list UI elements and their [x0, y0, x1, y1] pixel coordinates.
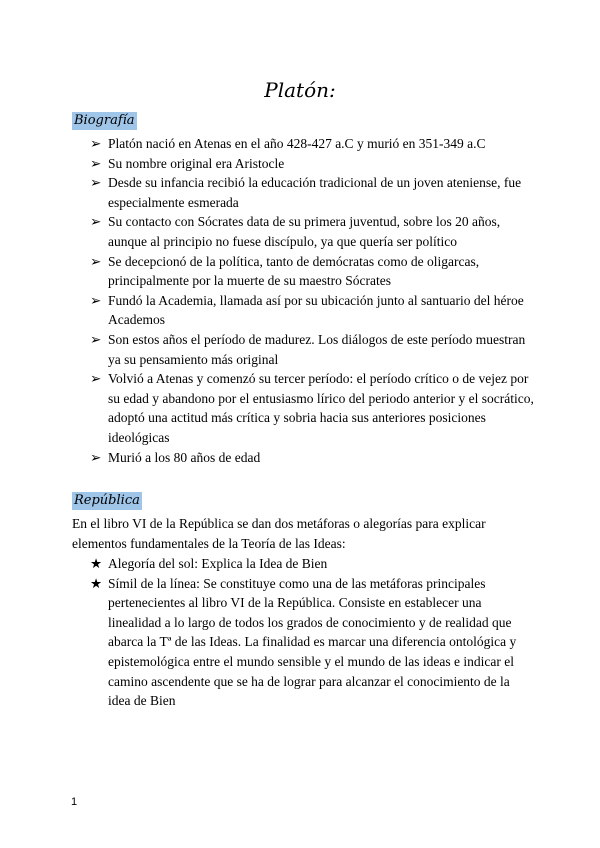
republica-intro: En el libro VI de la República se dan dos metáforas o alegorías para explicar elementos fundamentales de la Teoría de las Ideas:	[72, 516, 486, 551]
arrow-bullet-icon: ➢	[90, 175, 102, 191]
star-bullet-icon: ★	[90, 556, 103, 571]
arrow-bullet-icon: ➢	[90, 331, 102, 347]
list-item: ➢ Son estos años el período de madurez. Los diálogos de este período muestran ya su pensamiento más original	[90, 331, 526, 367]
section-heading-biografia: Biografía	[74, 113, 135, 128]
arrow-bullet-icon: ➢	[90, 292, 102, 308]
list-item: ➢ Fundó la Academia, llamada así por su ubicación junto al santuario del héroe Academos	[90, 292, 524, 328]
arrow-bullet-icon: ➢	[90, 155, 102, 171]
list-item: ➢ Su nombre original era Aristocle	[90, 154, 535, 174]
list-item: ➢ Se decepcionó de la política, tanto de demócratas como de oligarcas, principalmente por la muerte de su maestro Sócrates	[90, 253, 480, 289]
biografia-list	[90, 134, 535, 467]
list-item: ➢ Platón nació en Atenas en el año 428-427 a.C y murió en 351-349 a.C	[90, 134, 535, 154]
arrow-bullet-icon: ➢	[90, 136, 102, 151]
list-item: ➢ Su contacto con Sócrates data de su primera juventud, sobre los 20 años, aunque al principio no fuese discípulo, ya que quería ser político	[90, 214, 501, 249]
arrow-bullet-icon: ➢	[90, 371, 102, 387]
arrow-bullet-icon: ➢	[90, 214, 102, 230]
republica-list	[90, 554, 535, 711]
list-item: ★ Símil de la línea: Se constituye como una de las metáforas principales pertenecientes al libro VI de la República. Consiste en establecer una linealidad a lo largo de todos los grados de conocimiento y de realidad que abarca la Tª de las Ideas. La finalidad es marcar una diferencia ontológica y epistemológica entre el mundo sensible y el mundo de las ideas e indicar el camino ascendente que se ha de lograr para alcanzar el conocimiento de la idea de Bien	[90, 575, 517, 709]
page-number: 1	[71, 796, 78, 808]
list-item: ➢ Volvió a Atenas y comenzó su tercer período: el período crítico o de vejez por su edad y abandono por el entusiasmo lírico del periodo anterior y el socrático, adoptó una actitud más crítica y sobria hacia sus anteriores posiciones ideológicas	[90, 371, 534, 445]
page-title: Platón:	[264, 78, 336, 102]
section-heading-republica: República	[74, 493, 140, 508]
list-item: ➢ Murió a los 80 años de edad	[90, 448, 535, 468]
list-item: ➢ Desde su infancia recibió la educación tradicional de un joven ateniense, fue especialmente esmerada	[90, 175, 522, 210]
arrow-bullet-icon: ➢	[90, 449, 102, 465]
list-item: ★ Alegoría del sol: Explica la Idea de Bien	[90, 554, 535, 574]
star-bullet-icon: ★	[90, 575, 103, 591]
arrow-bullet-icon: ➢	[90, 253, 102, 269]
